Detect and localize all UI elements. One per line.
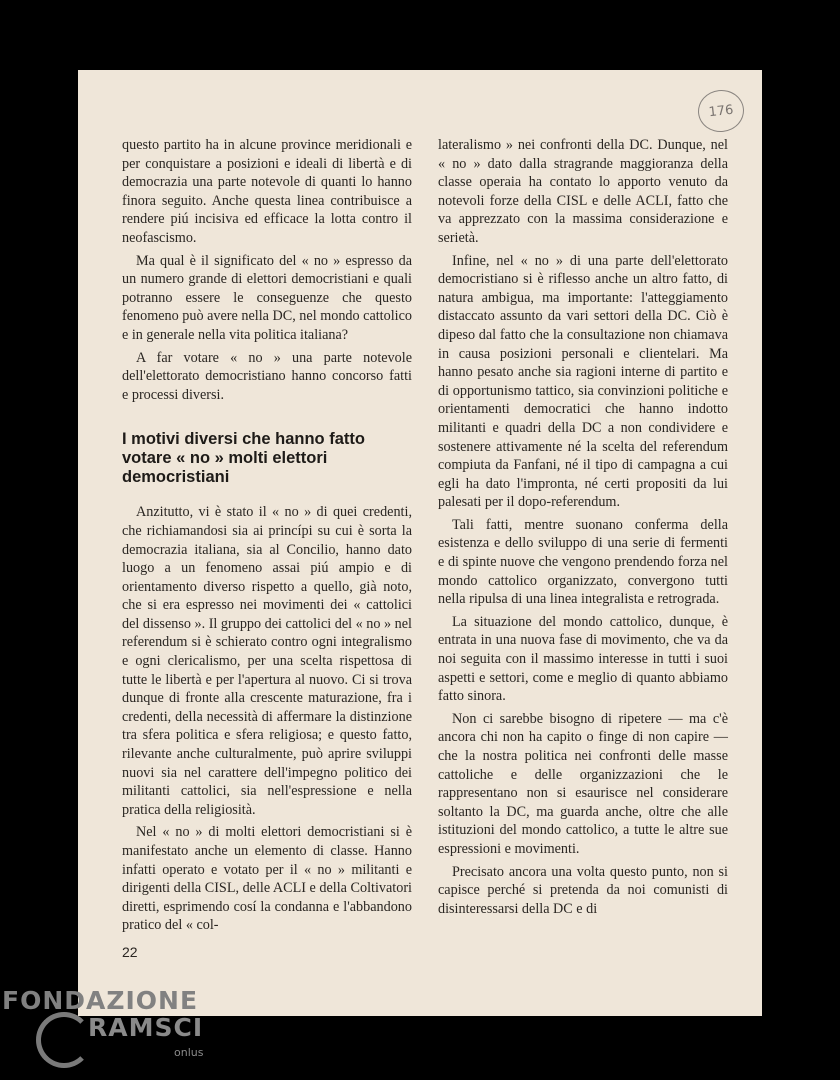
paragraph: questo partito ha in alcune province meridionali e per conquistare a posizioni e ideali di libertà e di democrazia una parte notevole di quanti lo hanno finora seguito. Anche questa linea contribuisce a rendere piú incisiva ed efficace la lotta contro il neofascismo. (122, 137, 412, 246)
paragraph: Non ci sarebbe bisogno di ripetere — ma c'è ancora chi non ha capito o finge di non capire — che la nostra politica nei confronti delle masse cattoliche e delle organizzazioni che le rappresentano non si esaurisce nel considerare soltanto la DC, ma guarda anche, oltre che alle istituzioni del mondo cattolico, a tutte le altre sue espressioni e movimenti. (438, 710, 728, 857)
left-column (122, 136, 412, 939)
watermark-line1: FONDAZIONE (2, 986, 199, 1015)
paragraph: Precisato ancora una volta questo punto, non si capisce perché si pretenda da noi comunisti di disinteressarsi della DC e di (438, 863, 728, 917)
archive-stamp: 176 (696, 88, 746, 135)
paragraph: Infine, nel « no » di una parte dell'elettorato democristiano si è riflesso anche un altro fatto, di natura ambigua, ma importante: l'atteggiamento distaccato assunto da vari settori della DC. Ciò è dipeso dal fatto che la consultazione non chiamava in causa posizioni personali e clientelari. Ma hanno pesato anche sia ragioni interne di partito e di opportunismo tattico, sia convinzioni politiche e orientamenti democratici che hanno indotto militanti e quadri della DC a non condividere e sostenere attivamente né la scelta del referendum compiuta da Fanfani, né il tipo di campagna a cui egli ha dato l'impronta, né certi propositi da lui palesati per il dopo-referendum. (438, 252, 728, 511)
section-heading: I motivi diversi che hanno fatto votare « no » molti elettori democristiani (122, 430, 365, 487)
page-number: 22 (122, 944, 138, 960)
paragraph: lateralismo » nei confronti della DC. Dunque, nel « no » dato dalla stragrande maggioranza della classe operaia ha contato lo apporto venuto da notevoli forze della CISL e delle ACLI, fatto che va apprezzato con la massima considerazione e serietà. (438, 137, 728, 246)
watermark-line2: RAMSCI (88, 1013, 204, 1042)
watermark-g-icon (36, 1012, 92, 1068)
paragraph: Tali fatti, mentre suonano conferma della esistenza e dello sviluppo di una serie di fermenti e di spinte nuove che vengono prendendo forza nel mondo cattolico organizzato, convergono tutti nella ripulsa di una linea integralista e retrograda. (438, 516, 728, 608)
paragraph: Nel « no » di molti elettori democristiani si è manifestato anche un elemento di classe. Hanno infatti operato e votato per il « no » militanti e dirigenti della CISL, delle ACLI e della Coltivatori diretti, esprimendo cosí la condanna e l'abbandono pratico del « col- (122, 824, 412, 934)
document-page (78, 70, 762, 1016)
paragraph: La situazione del mondo cattolico, dunque, è entrata in una nuova fase di movimento, che va da noi seguita con il massimo interesse in tutti i suoi aspetti e settori, come e meglio di quanto abbiamo fatto sinora. (438, 613, 728, 705)
paragraph: A far votare « no » una parte notevole dell'elettorato democristiano hanno concorso fatti e processi diversi. (122, 349, 412, 403)
right-column (438, 136, 728, 922)
watermark-suffix: onlus (174, 1046, 204, 1059)
paragraph: Anzitutto, vi è stato il « no » di quei credenti, che richiamandosi sia ai princípi su cui è sorta la democrazia italiana, sia al Concilio, hanno dato luogo a un fenomeno assai piú ampio e di orientamento diverso rispetto a quello, già noto, che si era espresso nei movimenti dei « cattolici del dissenso ». Il gruppo dei cattolici del « no » nel referendum si è schierato contro ogni integralismo e ogni clericalismo, per una scelta rispettosa di tutte le libertà e per l'apertura al nuovo. Ci si trova dunque di fronte alla crescente maturazione, fra i credenti, della necessità di affermare la distinzione tra sfera politica e sfera religiosa; e questo fatto, rilevante anche culturalmente, può aprire sviluppi nuovi sia nel carattere dell'impegno politico dei militanti cattolici, sia nell'espressione e nella pratica della religiosità. (122, 504, 412, 818)
watermark-logo (2, 986, 212, 1076)
paragraph: Ma qual è il significato del « no » espresso da un numero grande di elettori democristiani e quali potranno essere le conseguenze che questo fenomeno può avere nella DC, nel mondo cattolico e in generale nella vita politica italiana? (122, 252, 412, 343)
